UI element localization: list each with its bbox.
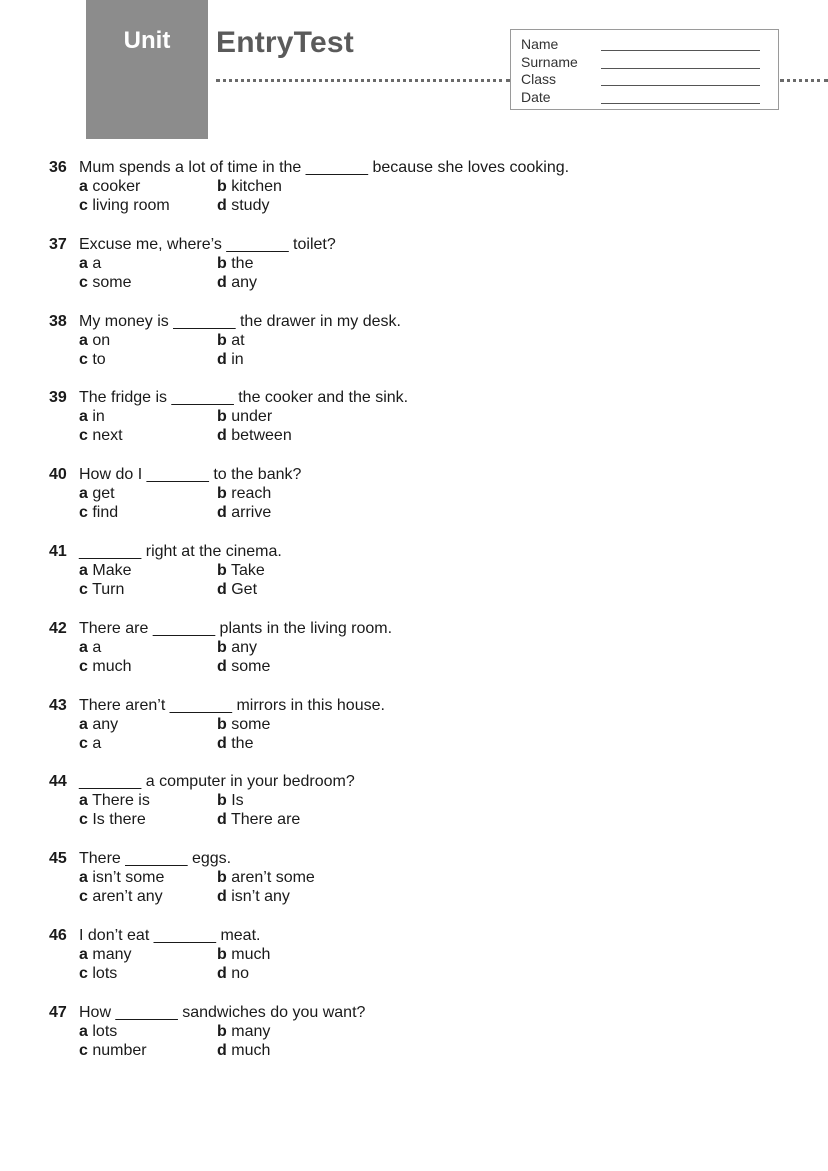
option-letter: b — [217, 178, 227, 195]
question-text: How do I _______ to the bank? — [79, 466, 302, 483]
option-letter: d — [217, 351, 227, 368]
option-letter: c — [79, 811, 88, 828]
option-b — [217, 638, 257, 657]
page-title: EntryTest — [216, 26, 354, 59]
option-letter: a — [79, 408, 88, 425]
option-letter: c — [79, 504, 88, 521]
question-text: There _______ eggs. — [79, 850, 232, 867]
option-letter: b — [217, 946, 227, 963]
option-text: much — [92, 658, 132, 675]
option-d — [217, 580, 257, 599]
option-text: Is there — [92, 811, 146, 828]
option-b — [217, 561, 265, 580]
option-text: much — [231, 1042, 271, 1059]
option-letter: a — [79, 562, 88, 579]
option-a — [79, 715, 118, 734]
option-letter: c — [79, 274, 88, 291]
question-number: 42 — [49, 620, 67, 637]
option-a — [79, 561, 131, 580]
option-letter: b — [217, 1023, 227, 1040]
option-letter: b — [217, 639, 227, 656]
question-text: _______ a computer in your bedroom? — [79, 773, 355, 790]
option-d — [217, 964, 249, 983]
option-text: find — [92, 504, 119, 521]
option-text: aren’t some — [231, 869, 315, 886]
option-letter: d — [217, 427, 227, 444]
question-text: How _______ sandwiches do you want? — [79, 1004, 366, 1021]
question-number: 44 — [49, 773, 67, 790]
question-number: 38 — [49, 313, 67, 330]
class-field — [521, 71, 760, 88]
option-a — [79, 254, 101, 273]
option-b — [217, 715, 270, 734]
surname-field — [521, 54, 760, 71]
dotted-divider-right — [780, 79, 828, 82]
option-text: isn’t some — [92, 869, 165, 886]
unit-label: Unit — [123, 27, 171, 54]
option-letter: d — [217, 504, 227, 521]
option-text: the — [231, 255, 254, 272]
option-letter: c — [79, 581, 88, 598]
option-c — [79, 196, 170, 215]
option-letter: c — [79, 1042, 88, 1059]
option-letter: b — [217, 255, 227, 272]
option-text: some — [231, 658, 271, 675]
option-letter: c — [79, 888, 88, 905]
option-text: kitchen — [231, 178, 282, 195]
option-text: cooker — [92, 178, 141, 195]
option-letter: c — [79, 427, 88, 444]
option-letter: d — [217, 735, 227, 752]
option-letter: a — [79, 1023, 88, 1040]
option-letter: b — [217, 485, 227, 502]
option-text: no — [231, 965, 250, 982]
option-c — [79, 1041, 147, 1060]
option-letter: b — [217, 869, 227, 886]
option-c — [79, 350, 106, 369]
option-letter: d — [217, 888, 227, 905]
option-text: to — [92, 351, 106, 368]
question-number: 37 — [49, 236, 67, 253]
question-text: There aren’t _______ mirrors in this house. — [79, 697, 385, 714]
question-number: 36 — [49, 159, 67, 176]
option-d — [217, 1041, 270, 1060]
option-letter: d — [217, 1042, 227, 1059]
option-d — [217, 196, 269, 215]
question-number: 45 — [49, 850, 67, 867]
option-text: many — [231, 1023, 271, 1040]
option-a — [79, 407, 105, 426]
option-text: aren’t any — [92, 888, 163, 905]
option-letter: c — [79, 735, 88, 752]
option-a — [79, 484, 115, 503]
option-letter: b — [217, 332, 227, 349]
surname-line — [601, 68, 760, 69]
option-text: Is — [231, 792, 244, 809]
date-line — [601, 103, 760, 104]
option-d — [217, 734, 253, 753]
question-number: 43 — [49, 697, 67, 714]
option-text: the — [231, 735, 254, 752]
option-d — [217, 657, 270, 676]
class-label: Class — [521, 71, 557, 87]
option-letter: a — [79, 178, 88, 195]
option-text: There is — [92, 792, 150, 809]
option-letter: a — [79, 639, 88, 656]
option-b — [217, 407, 272, 426]
option-d — [217, 503, 271, 522]
option-letter: a — [79, 869, 88, 886]
option-b — [217, 331, 245, 350]
option-letter: a — [79, 255, 88, 272]
option-a — [79, 945, 131, 964]
option-letter: a — [79, 792, 88, 809]
name-label: Name — [521, 36, 559, 52]
option-text: on — [92, 332, 111, 349]
option-text: isn’t any — [231, 888, 290, 905]
option-b — [217, 177, 282, 196]
option-text: Make — [92, 562, 132, 579]
question-text: Excuse me, where’s _______ toilet? — [79, 236, 336, 253]
surname-label: Surname — [521, 54, 578, 70]
student-info-box — [510, 29, 779, 110]
option-letter: a — [79, 716, 88, 733]
option-letter: c — [79, 965, 88, 982]
option-text: any — [92, 716, 119, 733]
option-text: some — [231, 716, 271, 733]
option-text: Take — [230, 562, 265, 579]
option-a — [79, 177, 140, 196]
option-c — [79, 273, 131, 292]
option-a — [79, 1022, 117, 1041]
option-letter: d — [217, 658, 227, 675]
option-letter: d — [217, 811, 227, 828]
option-c — [79, 964, 117, 983]
option-b — [217, 868, 315, 887]
question-text: There are _______ plants in the living room. — [79, 620, 393, 637]
option-text: next — [92, 427, 123, 444]
option-letter: d — [217, 274, 227, 291]
option-text: study — [231, 197, 270, 214]
option-b — [217, 1022, 270, 1041]
option-text: a — [92, 639, 102, 656]
option-c — [79, 657, 131, 676]
option-text: lots — [92, 965, 118, 982]
dotted-divider-left — [216, 79, 510, 82]
option-b — [217, 484, 271, 503]
question-number: 40 — [49, 466, 67, 483]
question-number: 47 — [49, 1004, 67, 1021]
option-text: There are — [230, 811, 301, 828]
option-text: lots — [92, 1023, 118, 1040]
question-number: 39 — [49, 389, 67, 406]
question-text: The fridge is _______ the cooker and the sink. — [79, 389, 409, 406]
option-text: living room — [92, 197, 170, 214]
option-c — [79, 580, 124, 599]
option-letter: a — [79, 332, 88, 349]
option-b — [217, 791, 244, 810]
option-letter: b — [217, 716, 227, 733]
option-letter: c — [79, 658, 88, 675]
option-a — [79, 638, 101, 657]
option-c — [79, 887, 163, 906]
option-c — [79, 810, 146, 829]
option-text: under — [231, 408, 273, 425]
option-text: many — [92, 946, 132, 963]
option-text: any — [231, 639, 258, 656]
option-letter: d — [217, 197, 227, 214]
option-a — [79, 868, 164, 887]
option-letter: b — [217, 408, 227, 425]
option-letter: d — [217, 581, 227, 598]
option-d — [217, 426, 292, 445]
question-number: 41 — [49, 543, 67, 560]
option-text: at — [231, 332, 245, 349]
option-text: get — [92, 485, 115, 502]
option-letter: a — [79, 946, 88, 963]
option-text: a — [92, 735, 102, 752]
option-text: a — [92, 255, 102, 272]
option-text: number — [92, 1042, 147, 1059]
option-d — [217, 350, 244, 369]
unit-box — [86, 0, 208, 139]
option-text: much — [231, 946, 271, 963]
option-b — [217, 945, 270, 964]
option-text: Get — [231, 581, 258, 598]
name-line — [601, 50, 760, 51]
question-text: I don’t eat _______ meat. — [79, 927, 261, 944]
option-letter: c — [79, 351, 88, 368]
question-text: Mum spends a lot of time in the _______ because she loves cooking. — [79, 159, 570, 176]
option-c — [79, 734, 101, 753]
option-d — [217, 810, 300, 829]
question-number: 46 — [49, 927, 67, 944]
option-a — [79, 791, 150, 810]
option-text: arrive — [231, 504, 272, 521]
option-text: any — [231, 274, 258, 291]
date-field — [521, 89, 760, 106]
option-text: reach — [231, 485, 272, 502]
option-text: in — [92, 408, 105, 425]
option-b — [217, 254, 253, 273]
option-letter: d — [217, 965, 227, 982]
option-text: in — [231, 351, 244, 368]
date-label: Date — [521, 89, 551, 105]
name-field — [521, 36, 760, 53]
option-letter: b — [217, 792, 227, 809]
option-d — [217, 273, 257, 292]
option-a — [79, 331, 110, 350]
option-c — [79, 503, 118, 522]
option-d — [217, 887, 290, 906]
option-text: Turn — [92, 581, 125, 598]
option-letter: a — [79, 485, 88, 502]
option-letter: b — [217, 562, 227, 579]
question-text: _______ right at the cinema. — [79, 543, 282, 560]
question-text: My money is _______ the drawer in my desk. — [79, 313, 401, 330]
option-letter: c — [79, 197, 88, 214]
option-text: some — [92, 274, 132, 291]
option-c — [79, 426, 123, 445]
option-text: between — [231, 427, 292, 444]
class-line — [601, 85, 760, 86]
